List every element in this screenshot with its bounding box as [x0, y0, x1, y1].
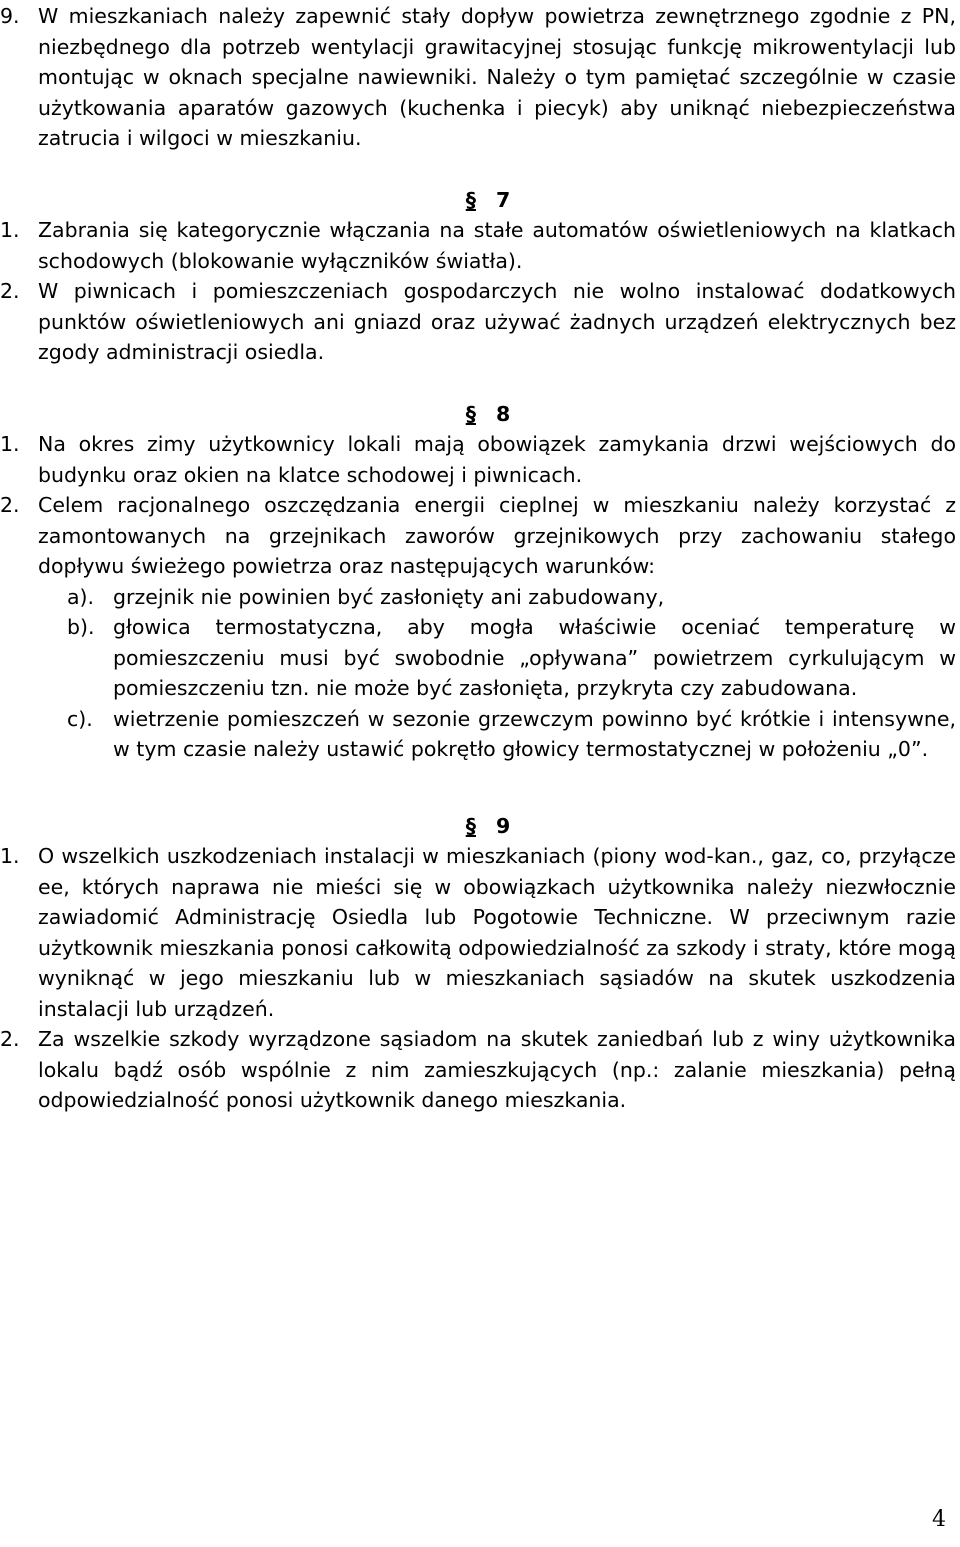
section-heading-8 [0, 399, 960, 430]
item-text: Zabrania się kategorycznie włączania na stałe automatów oświetleniowych na klatkach schodowych (blokowanie wyłączników światła). [38, 218, 956, 273]
item-number: 2. [0, 1027, 20, 1051]
item-number: 2. [0, 493, 20, 517]
section-sign: § [465, 813, 476, 838]
item-text: W piwnicach i pomieszczeniach gospodarczych nie wolno instalować dodatkowych punktów oświetleniowych ani gniazd oraz używać żadnych urządzeń elektrycznych bez zgody administracji osiedla. [38, 279, 956, 364]
section-sign: § [465, 187, 476, 212]
item-number: 1. [0, 844, 20, 868]
item-text: Celem racjonalnego oszczędzania energii cieplnej w mieszkaniu należy korzystać z zamontowanych na grzejnikach zaworów grzejnikowych przy zachowaniu stałego dopływu świeżego powietrza oraz następujących warunków: [38, 493, 956, 578]
item-number: 1. [0, 432, 20, 456]
item-text: Za wszelkie szkody wyrządzone sąsiadom na skutek zaniedbań lub z winy użytkownika lokalu bądź osób wspólnie z nim zamieszkujących (np.: zalanie mieszkania) pełną odpowiedzialność ponosi użytkownik danego mieszkania. [38, 1027, 956, 1112]
item-number: 9. [0, 4, 20, 28]
list-item [0, 276, 956, 368]
section-number: 9 [495, 813, 511, 838]
list-item [0, 841, 956, 1024]
sub-list-item [67, 704, 956, 765]
list-item [0, 1024, 956, 1116]
item-text: O wszelkich uszkodzeniach instalacji w mieszkaniach (piony wod-kan., gaz, co, przyłącze ee, których naprawa nie mieści się w obowiązkach użytkownika należy niezwłocznie zawiadomić Administrację Osiedla lub Pogotowie Techniczne. W przeciwnym razie użytkownik mieszkania ponosi całkowitą odpowiedzialność za szkody i straty, które mogą wyniknąć w jego mieszkaniu lub w mieszkaniach sąsiadów na skutek uszkodzenia instalacji lub urządzeń. [38, 844, 956, 1021]
sub-list-item [67, 612, 956, 704]
section-heading-7 [0, 185, 960, 216]
sub-item-label: b). [67, 615, 95, 639]
section-heading-9 [0, 811, 960, 842]
section-number: 8 [495, 401, 511, 426]
sub-list-item [67, 582, 956, 613]
item-number: 2. [0, 279, 20, 303]
sub-item-text: głowica termostatyczna, aby mogła właściwie oceniać temperaturę w pomieszczeniu musi być swobodnie „opływana” powietrzem cyrkulującym w pomieszczeniu tzn. nie może być zasłonięta, przykryta czy zabudowana. [113, 615, 956, 700]
list-item [0, 1, 956, 154]
section-number: 7 [495, 187, 511, 212]
section-sign: § [465, 401, 476, 426]
page-number: 4 [932, 1507, 946, 1532]
list-item [0, 215, 956, 276]
list-item [0, 490, 956, 582]
item-number: 1. [0, 218, 20, 242]
sub-item-label: c). [67, 706, 93, 731]
list-item [0, 429, 956, 490]
item-text: Na okres zimy użytkownicy lokali mają obowiązek zamykania drzwi wejściowych do budynku oraz okien na klatce schodowej i piwnicach. [38, 432, 956, 487]
sub-item-text: grzejnik nie powinien być zasłonięty ani zabudowany, [113, 584, 665, 609]
sub-item-text: wietrzenie pomieszczeń w sezonie grzewczym powinno być krótkie i intensywne, w tym czasie należy ustawić pokrętło głowicy termostatycznej w położeniu „0”. [113, 706, 956, 761]
item-text: W mieszkaniach należy zapewnić stały dopływ powietrza zewnętrznego zgodnie z PN, niezbędnego dla potrzeb wentylacji grawitacyjnej stosując funkcję mikrowentylacji lub montując w oknach specjalne nawiewniki. Należy o tym pamiętać szczególnie w czasie użytkowania aparatów gazowych (kuchenka i piecyk) aby uniknąć niebezpieczeństwa zatrucia i wilgoci w mieszkaniu. [38, 4, 956, 150]
sub-item-label: a). [67, 584, 95, 609]
